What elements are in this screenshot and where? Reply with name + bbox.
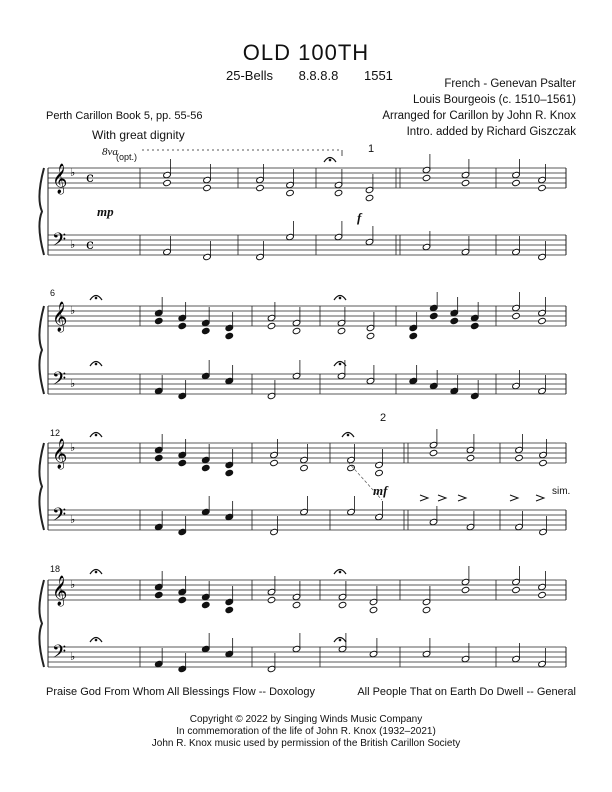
note-head <box>512 179 521 186</box>
note-head <box>450 387 459 394</box>
note-head <box>422 650 431 657</box>
note-head <box>375 469 384 476</box>
note-head <box>292 593 301 600</box>
note-head <box>178 665 187 672</box>
note-head <box>539 528 548 535</box>
note-head <box>203 253 212 260</box>
fermata-dot <box>95 639 98 642</box>
note-head <box>338 645 347 652</box>
note-head <box>225 377 234 384</box>
note-head <box>450 309 459 316</box>
note-head <box>422 598 431 605</box>
treble-clef: 𝄞 <box>52 576 68 606</box>
note-head <box>225 461 234 468</box>
note-head <box>225 606 234 613</box>
note-head <box>461 248 470 255</box>
note-head <box>512 171 521 178</box>
ottava-optional: (opt.) <box>116 152 138 162</box>
note-head <box>267 322 276 329</box>
rehearsal-mark-1: 1 <box>368 143 375 155</box>
note-head <box>163 248 172 255</box>
note-head <box>267 588 276 595</box>
time-signature: c <box>86 237 94 253</box>
note-head <box>512 304 521 311</box>
note-head <box>538 591 547 598</box>
note-head <box>347 464 356 471</box>
note-head <box>225 513 234 520</box>
note-head <box>512 382 521 389</box>
note-head <box>201 456 210 463</box>
treble-clef: 𝄞 <box>52 164 68 194</box>
bass-clef: 𝄢 <box>52 505 67 530</box>
note-head <box>286 233 295 240</box>
note-head <box>300 456 309 463</box>
note-head <box>292 372 301 379</box>
note-head <box>461 171 470 178</box>
note-head <box>538 317 547 324</box>
tempo-marking: With great dignity <box>92 128 185 142</box>
note-head <box>292 327 301 334</box>
note-head <box>178 314 187 321</box>
note-head <box>334 189 343 196</box>
sim-marking: sim. <box>552 486 571 497</box>
note-head <box>461 578 470 585</box>
note-head <box>429 518 438 525</box>
key-signature-flat: ♭ <box>70 650 76 663</box>
bass-clef: 𝄢 <box>52 642 67 667</box>
note-head <box>300 508 309 515</box>
note-head <box>201 464 210 471</box>
bass-clef: 𝄢 <box>52 230 67 255</box>
fermata-dot <box>339 363 342 366</box>
fermata-dot <box>95 434 98 437</box>
note-head <box>178 322 187 329</box>
fermata-dot <box>347 434 350 437</box>
tune-use-general: All People That on Earth Do Dwell -- General <box>357 686 576 698</box>
time-signature: c <box>86 170 94 186</box>
dynamic-mp: mp <box>97 204 114 219</box>
note-head <box>270 451 279 458</box>
credit-line-4: Intro. added by Richard Giszczak <box>406 126 576 138</box>
note-head <box>512 578 521 585</box>
note-head <box>154 660 163 667</box>
note-head <box>461 655 470 662</box>
note-head <box>429 304 438 311</box>
note-head <box>178 392 187 399</box>
note-head <box>365 186 374 193</box>
note-head <box>201 327 210 334</box>
note-head <box>470 392 479 399</box>
note-head <box>515 446 524 453</box>
fermata-dot <box>95 571 98 574</box>
note-head <box>163 171 172 178</box>
key-signature-flat: ♭ <box>70 166 76 179</box>
key-signature-flat: ♭ <box>70 238 76 251</box>
note-head <box>154 583 163 590</box>
note-head <box>300 464 309 471</box>
note-head <box>538 253 547 260</box>
key-signature-flat: ♭ <box>70 377 76 390</box>
brace <box>39 443 44 530</box>
note-head <box>512 586 521 593</box>
note-head <box>154 523 163 530</box>
note-head <box>539 459 548 466</box>
note-head <box>201 319 210 326</box>
fermata-dot <box>329 159 332 162</box>
note-head <box>337 319 346 326</box>
fermata-dot <box>95 363 98 366</box>
note-head <box>334 233 343 240</box>
note-head <box>256 184 265 191</box>
note-head <box>466 523 475 530</box>
note-head <box>366 377 375 384</box>
note-head <box>225 332 234 339</box>
note-head <box>466 446 475 453</box>
note-head <box>338 601 347 608</box>
key-signature-flat: ♭ <box>70 578 76 591</box>
note-head <box>365 194 374 201</box>
credit-line-3: Arranged for Carillon by John R. Knox <box>382 110 576 122</box>
brace <box>39 306 44 394</box>
tune-use-doxology: Praise God From Whom All Blessings Flow -- Doxology <box>46 686 315 698</box>
dynamic-mf: mf <box>373 483 388 498</box>
measure-number-6: 6 <box>50 288 56 298</box>
fermata-dot <box>339 571 342 574</box>
treble-clef: 𝄞 <box>52 439 68 469</box>
dynamic-f: f <box>357 210 362 225</box>
permission-line: John R. Knox music used by permission of the British Carillon Society <box>151 738 461 749</box>
note-head <box>163 179 172 186</box>
note-head <box>201 645 210 652</box>
note-head <box>365 238 374 245</box>
hymn-meter: 8.8.8.8 <box>298 68 339 83</box>
note-head <box>225 650 234 657</box>
note-head <box>461 179 470 186</box>
note-head <box>201 508 210 515</box>
note-head <box>538 184 547 191</box>
note-head <box>409 332 418 339</box>
note-head <box>375 461 384 468</box>
note-head <box>154 387 163 394</box>
note-head <box>450 317 459 324</box>
note-head <box>515 454 524 461</box>
fermata-dot <box>339 639 342 642</box>
note-head <box>369 606 378 613</box>
note-head <box>409 324 418 331</box>
note-head <box>270 528 279 535</box>
note-head <box>512 655 521 662</box>
measure-number-18: 18 <box>50 564 61 574</box>
note-head <box>270 459 279 466</box>
note-head <box>178 451 187 458</box>
note-head <box>347 456 356 463</box>
note-head <box>429 441 438 448</box>
key-signature-flat: ♭ <box>70 441 76 454</box>
note-head <box>366 332 375 339</box>
bass-clef: 𝄢 <box>52 369 67 394</box>
credit-line-1: French - Genevan Psalter <box>444 78 576 90</box>
note-head <box>347 508 356 515</box>
ottava-mark: 8va <box>102 146 118 158</box>
note-head <box>422 174 431 181</box>
note-head <box>178 528 187 535</box>
note-head <box>178 596 187 603</box>
note-head <box>538 176 547 183</box>
credit-line-2: Louis Bourgeois (c. 1510–1561) <box>412 94 576 106</box>
note-head <box>429 449 438 456</box>
note-head <box>470 314 479 321</box>
note-head <box>154 454 163 461</box>
note-head <box>538 660 547 667</box>
note-head <box>470 322 479 329</box>
source-reference: Perth Carillon Book 5, pp. 55-56 <box>46 110 203 122</box>
note-head <box>154 591 163 598</box>
note-head <box>286 181 295 188</box>
note-head <box>267 665 276 672</box>
note-head <box>461 586 470 593</box>
note-head <box>225 469 234 476</box>
note-head <box>422 166 431 173</box>
note-head <box>466 454 475 461</box>
note-head <box>429 312 438 319</box>
note-head <box>292 319 301 326</box>
fermata-dot <box>339 297 342 300</box>
note-head <box>201 593 210 600</box>
note-head <box>178 459 187 466</box>
note-head <box>154 446 163 453</box>
note-head <box>409 377 418 384</box>
note-head <box>154 317 163 324</box>
note-head <box>538 583 547 590</box>
accent-mark <box>438 495 446 501</box>
note-head <box>369 650 378 657</box>
note-head <box>256 176 265 183</box>
note-head <box>267 596 276 603</box>
note-head <box>256 253 265 260</box>
key-signature-flat: ♭ <box>70 513 76 526</box>
accent-mark <box>536 495 544 501</box>
note-head <box>375 513 384 520</box>
note-head <box>292 645 301 652</box>
key-signature-flat: ♭ <box>70 304 76 317</box>
note-head <box>422 243 431 250</box>
note-head <box>286 189 295 196</box>
note-head <box>292 601 301 608</box>
rehearsal-mark-2: 2 <box>380 412 387 424</box>
note-head <box>267 314 276 321</box>
measure-number-12: 12 <box>50 428 61 438</box>
treble-clef: 𝄞 <box>52 302 68 332</box>
brace <box>39 580 44 667</box>
note-head <box>225 324 234 331</box>
accent-mark <box>510 495 518 501</box>
note-head <box>337 372 346 379</box>
accent-mark <box>420 495 428 501</box>
note-head <box>369 598 378 605</box>
bell-count: 25-Bells <box>226 68 273 83</box>
note-head <box>538 309 547 316</box>
note-head <box>366 324 375 331</box>
note-head <box>178 588 187 595</box>
brace <box>39 168 44 255</box>
note-head <box>429 382 438 389</box>
note-head <box>225 598 234 605</box>
note-head <box>338 593 347 600</box>
piece-title: OLD 100TH <box>242 40 370 65</box>
note-head <box>154 309 163 316</box>
hymn-year: 1551 <box>363 68 393 83</box>
note-head <box>337 327 346 334</box>
copyright-line: Copyright © 2022 by Singing Winds Music Company <box>189 714 423 725</box>
note-head <box>512 248 521 255</box>
accent-mark <box>458 495 466 501</box>
note-head <box>515 523 524 530</box>
fermata-dot <box>95 297 98 300</box>
note-head <box>203 176 212 183</box>
note-head <box>203 184 212 191</box>
note-head <box>422 606 431 613</box>
note-head <box>267 392 276 399</box>
note-head <box>539 451 548 458</box>
note-head <box>201 372 210 379</box>
note-head <box>334 181 343 188</box>
note-head <box>512 312 521 319</box>
note-head <box>201 601 210 608</box>
commemoration-line: In commemoration of the life of John R. Knox (1932–2021) <box>176 726 436 737</box>
note-head <box>538 387 547 394</box>
